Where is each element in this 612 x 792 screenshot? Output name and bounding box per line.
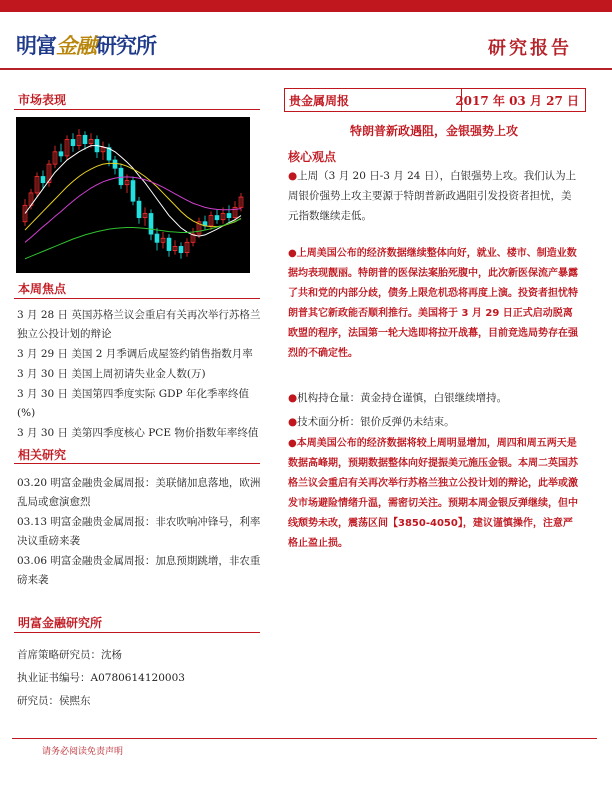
moving-average-line bbox=[25, 219, 241, 259]
candle-body bbox=[119, 168, 123, 184]
logo-text-3: 研究所 bbox=[96, 33, 156, 58]
related-list bbox=[17, 474, 263, 591]
related-item[interactable]: 03.20 明富金融贵金属周报：美联储加息落地，欧洲乱局或愈演愈烈 bbox=[17, 477, 261, 508]
logo-text-2: 金融 bbox=[56, 33, 96, 58]
candle-body bbox=[137, 201, 141, 217]
candle-body bbox=[113, 160, 117, 168]
price-candlestick-chart bbox=[16, 117, 250, 273]
focus-item: 3 月 28 日 英国苏格兰议会重启有关再次举行苏格兰独立公投计划的辩论 bbox=[17, 309, 261, 340]
related-section-title: 相关研究 bbox=[18, 448, 67, 462]
focus-item: 3 月 30 日 美国上周初请失业金人数(万) bbox=[17, 368, 206, 380]
report-headline: 特朗普新政遇阻，金银强势上攻 bbox=[349, 124, 518, 138]
focus-list bbox=[17, 306, 263, 444]
paragraph-2 bbox=[288, 244, 580, 364]
bullet-icon: ● bbox=[288, 416, 298, 428]
candle-body bbox=[179, 246, 183, 252]
paragraph-2-text: 上周美国公布的经济数据继续整体向好，就业、楼市、制造业数据均表现靓丽。特朗普的医保法案胎死腹中，此次新医保流产暴露了共和党的内部分歧，债务上限危机恐将再度上演。投资者担忧特朗普其它新政能否顺利推行。美国将于 3 月 29 日正式启动脱离欧盟的程序，法国第一轮大选即将拉开战幕，目前竞选局势存在强烈的不确定性。 bbox=[288, 248, 578, 359]
report-type-label: 研究报告 bbox=[488, 38, 572, 59]
candle-body bbox=[149, 214, 153, 235]
staff-line: 首席策略研究员：沈杨 bbox=[17, 649, 122, 661]
staff-line: 研究员：侯熙东 bbox=[17, 695, 91, 707]
paragraph-4 bbox=[288, 412, 580, 432]
related-item[interactable]: 03.06 明富金融贵金属周报：加息预期跳增，非农重磅来袭 bbox=[17, 555, 261, 586]
candle-body bbox=[71, 139, 75, 145]
report-date: 2017 年 03 月 27 日 bbox=[455, 94, 579, 108]
staff-list bbox=[17, 644, 263, 713]
market-section-title: 市场表现 bbox=[18, 93, 67, 107]
paragraph-3-text: 机构持仓量：黄金持仓谨慎，白银继续增持。 bbox=[297, 392, 508, 404]
candle-body bbox=[215, 216, 219, 220]
paragraph-1-text: 上周（3 月 20 日-3 月 24 日），白银强势上攻。我们认为上周银价强势上攻主要源于特朗普新政遇阻引发投资者担忧，美元指数继续走低。 bbox=[288, 170, 577, 222]
candle-body bbox=[83, 135, 87, 143]
bullet-icon: ● bbox=[288, 170, 298, 182]
weekly-label: 贵金属周报 bbox=[289, 94, 350, 108]
bullet-icon: ● bbox=[288, 392, 298, 404]
paragraph-5-text: 本周美国公布的经济数据将较上周明显增加，周四和周五两天是数据高峰期，预期数据整体向好提振美元施压金银。本周二英国苏格兰议会重启有关再次举行苏格兰独立公投计划的辩论，此举或激发市场避险情绪升温，需密切关注。预期本周金银反弹继续，但中线颓势未改，震荡区间【3850-4050】，建议谨慎操作，注意严格止盈止损。 bbox=[288, 438, 578, 549]
focus-section-title: 本周焦点 bbox=[18, 282, 67, 296]
candle-body bbox=[41, 176, 45, 182]
paragraph-1 bbox=[288, 166, 580, 226]
staff-line: 执业证书编号：A0780614120003 bbox=[17, 672, 185, 684]
focus-item: 3 月 30 日 美国第四季度实际 GDP 年化季率终值(%) bbox=[17, 388, 249, 419]
candle-body bbox=[167, 238, 171, 250]
focus-item: 3 月 29 日 美国 2 月季调后成屋签约销售指数月率 bbox=[17, 348, 253, 360]
paragraph-3 bbox=[288, 388, 580, 408]
core-view-title: 核心观点 bbox=[288, 150, 337, 164]
candle-body bbox=[131, 181, 135, 202]
footer-divider bbox=[12, 738, 597, 739]
related-item[interactable]: 03.13 明富金融贵金属周报：非农吹响冲锋号，利率决议重磅来袭 bbox=[17, 516, 261, 547]
report-meta-box bbox=[284, 88, 586, 112]
candle-body bbox=[227, 214, 231, 218]
top-color-bar bbox=[0, 0, 612, 12]
bullet-icon: ● bbox=[288, 438, 297, 449]
paragraph-4-text: 技术面分析：银价反弹仍未结束。 bbox=[297, 416, 455, 428]
candle-body bbox=[155, 234, 159, 242]
institute-logo bbox=[16, 30, 156, 60]
focus-item: 3 月 30 日 美第四季度核心 PCE 物价指数年率终值 bbox=[17, 427, 259, 439]
candle-body bbox=[59, 152, 63, 156]
institute-section-rule bbox=[14, 632, 260, 633]
bullet-icon: ● bbox=[288, 248, 297, 259]
related-section-rule bbox=[14, 463, 260, 464]
disclaimer-notice[interactable]: 请务必阅读免责声明 bbox=[42, 747, 124, 757]
market-section-rule bbox=[14, 109, 260, 110]
header-divider bbox=[0, 68, 612, 70]
paragraph-5 bbox=[288, 434, 580, 554]
logo-text-1: 明富 bbox=[16, 33, 56, 58]
institute-section-title: 明富金融研究所 bbox=[18, 616, 103, 630]
focus-section-rule bbox=[14, 298, 260, 299]
